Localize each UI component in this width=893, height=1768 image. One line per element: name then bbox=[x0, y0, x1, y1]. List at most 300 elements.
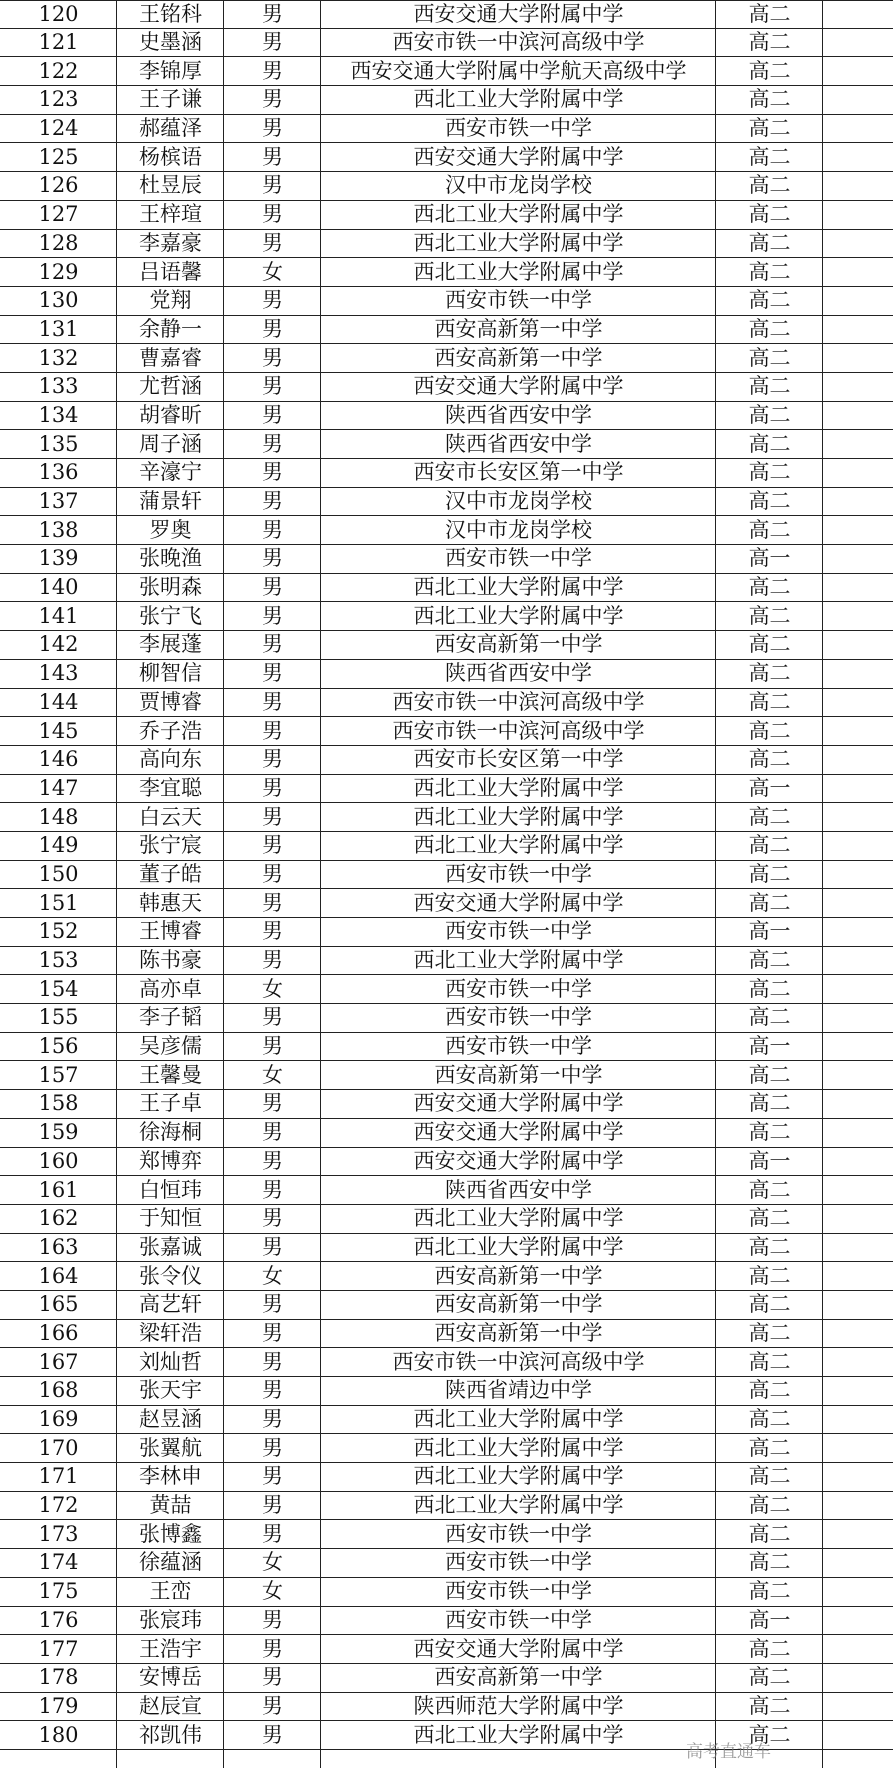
school-name: 汉中市龙岗学校 bbox=[445, 489, 592, 514]
student-gender: 男 bbox=[262, 1521, 283, 1546]
student-name: 史墨涵 bbox=[139, 30, 202, 55]
student-name: 李林申 bbox=[139, 1464, 202, 1489]
student-gender: 男 bbox=[262, 603, 283, 628]
trailing-cell bbox=[823, 1205, 893, 1233]
trailing-cell bbox=[823, 832, 893, 860]
row-number: 130 bbox=[38, 288, 79, 313]
grade-level: 高二 bbox=[748, 804, 791, 829]
student-name: 白恒玮 bbox=[139, 1177, 202, 1202]
student-gender: 男 bbox=[262, 173, 283, 198]
grade-level: 高二 bbox=[748, 30, 791, 55]
student-name: 白云天 bbox=[139, 804, 202, 829]
table-row bbox=[0, 86, 893, 115]
student-name: 高艺轩 bbox=[139, 1292, 202, 1317]
table-row bbox=[0, 775, 893, 804]
row-number: 162 bbox=[38, 1206, 79, 1231]
student-name: 徐蕴涵 bbox=[139, 1550, 202, 1575]
student-name: 梁轩浩 bbox=[139, 1320, 202, 1345]
school-name: 西安高新第一中学 bbox=[434, 316, 603, 341]
grade-level: 高二 bbox=[748, 345, 791, 370]
trailing-cell bbox=[823, 1578, 893, 1606]
grade-level: 高二 bbox=[748, 976, 791, 1001]
table-row bbox=[0, 402, 893, 431]
table-row bbox=[0, 316, 893, 345]
student-name: 徐海桐 bbox=[139, 1120, 202, 1145]
trailing-cell bbox=[823, 602, 893, 630]
table-row bbox=[0, 0, 893, 29]
table-row bbox=[0, 459, 893, 488]
student-gender: 男 bbox=[262, 58, 283, 83]
grade-level: 高二 bbox=[748, 1435, 791, 1460]
grade-level: 高二 bbox=[748, 575, 791, 600]
student-gender: 男 bbox=[262, 1177, 283, 1202]
trailing-cell bbox=[823, 1262, 893, 1290]
student-name: 蒲景轩 bbox=[139, 489, 202, 514]
grade-level: 高一 bbox=[748, 1148, 791, 1173]
student-name: 罗奥 bbox=[149, 517, 192, 542]
school-name: 陕西省靖边中学 bbox=[445, 1378, 592, 1403]
student-name: 张翼航 bbox=[139, 1435, 202, 1460]
row-number: 150 bbox=[38, 861, 79, 886]
trailing-cell bbox=[823, 631, 893, 659]
row-number: 145 bbox=[38, 718, 79, 743]
school-name: 西北工业大学附属中学 bbox=[413, 87, 624, 112]
grade-level: 高二 bbox=[748, 374, 791, 399]
row-number: 126 bbox=[38, 173, 79, 198]
student-name: 张天宇 bbox=[139, 1378, 202, 1403]
grade-level: 高二 bbox=[748, 1263, 791, 1288]
student-name: 周子涵 bbox=[139, 431, 202, 456]
row-number: 121 bbox=[38, 30, 79, 55]
student-name: 张博鑫 bbox=[139, 1521, 202, 1546]
table-row bbox=[0, 947, 893, 976]
table-row bbox=[0, 746, 893, 775]
table-row bbox=[0, 1033, 893, 1062]
grade-level: 高二 bbox=[748, 1378, 791, 1403]
student-name: 王馨曼 bbox=[139, 1062, 202, 1087]
student-name: 张嘉诚 bbox=[139, 1234, 202, 1259]
student-gender: 男 bbox=[262, 202, 283, 227]
school-name: 西北工业大学附属中学 bbox=[413, 603, 624, 628]
grade-level: 高二 bbox=[748, 1550, 791, 1575]
student-gender: 男 bbox=[262, 718, 283, 743]
student-name: 郑博弈 bbox=[139, 1148, 202, 1173]
table-row bbox=[0, 1090, 893, 1119]
row-number: 154 bbox=[38, 976, 79, 1001]
row-number: 151 bbox=[38, 890, 79, 915]
trailing-cell bbox=[823, 947, 893, 975]
school-name: 西北工业大学附属中学 bbox=[413, 775, 624, 800]
school-name: 西安交通大学附属中学 bbox=[413, 1120, 624, 1145]
trailing-cell bbox=[823, 459, 893, 487]
table-row bbox=[0, 717, 893, 746]
grade-level: 高二 bbox=[748, 948, 791, 973]
student-name: 韩惠天 bbox=[139, 890, 202, 915]
student-gender: 男 bbox=[262, 833, 283, 858]
school-name: 西北工业大学附属中学 bbox=[413, 948, 624, 973]
student-name: 郝蕴泽 bbox=[139, 116, 202, 141]
table-row bbox=[0, 1578, 893, 1607]
table-row bbox=[0, 1234, 893, 1263]
trailing-cell bbox=[823, 402, 893, 430]
row-number: 157 bbox=[38, 1062, 79, 1087]
student-gender: 男 bbox=[262, 288, 283, 313]
school-name: 西安交通大学附属中学 bbox=[413, 144, 624, 169]
student-gender: 男 bbox=[262, 1, 283, 26]
student-name: 王峦 bbox=[149, 1579, 192, 1604]
table-row bbox=[0, 115, 893, 144]
table-row bbox=[0, 1291, 893, 1320]
student-name: 赵辰宣 bbox=[139, 1693, 202, 1718]
student-name: 吕语馨 bbox=[139, 259, 202, 284]
row-number: 132 bbox=[38, 345, 79, 370]
grade-level: 高二 bbox=[748, 1005, 791, 1030]
school-name: 陕西省西安中学 bbox=[445, 431, 592, 456]
trailing-cell bbox=[823, 1635, 893, 1663]
row-number: 161 bbox=[38, 1177, 79, 1202]
student-name: 王浩宇 bbox=[139, 1636, 202, 1661]
trailing-cell bbox=[823, 1033, 893, 1061]
student-gender: 男 bbox=[262, 1148, 283, 1173]
student-gender: 男 bbox=[262, 1091, 283, 1116]
student-name: 余静一 bbox=[139, 316, 202, 341]
school-name: 西安交通大学附属中学航天高级中学 bbox=[350, 58, 687, 83]
student-name: 尤哲涵 bbox=[139, 374, 202, 399]
student-gender: 男 bbox=[262, 431, 283, 456]
trailing-cell bbox=[823, 373, 893, 401]
table-row bbox=[0, 918, 893, 947]
table-row bbox=[0, 1348, 893, 1377]
row-number: 133 bbox=[38, 374, 79, 399]
student-gender: 男 bbox=[262, 517, 283, 542]
row-number: 168 bbox=[38, 1378, 79, 1403]
trailing-cell bbox=[823, 1320, 893, 1348]
student-name: 曹嘉睿 bbox=[139, 345, 202, 370]
student-name: 张宸玮 bbox=[139, 1607, 202, 1632]
student-name: 张晚渔 bbox=[139, 546, 202, 571]
table-row bbox=[0, 488, 893, 517]
student-gender: 女 bbox=[262, 259, 283, 284]
grade-level: 高二 bbox=[748, 402, 791, 427]
student-name: 王博睿 bbox=[139, 919, 202, 944]
grade-level: 高一 bbox=[748, 546, 791, 571]
student-name: 柳智信 bbox=[139, 661, 202, 686]
trailing-cell bbox=[823, 861, 893, 889]
row-number: 164 bbox=[38, 1263, 79, 1288]
student-gender: 男 bbox=[262, 489, 283, 514]
row-number: 127 bbox=[38, 202, 79, 227]
trailing-cell bbox=[823, 1291, 893, 1319]
watermark: 高考直通车 bbox=[686, 1742, 771, 1762]
student-name: 张宁飞 bbox=[139, 603, 202, 628]
row-number: 140 bbox=[38, 575, 79, 600]
table-row bbox=[0, 373, 893, 402]
row-number: 143 bbox=[38, 661, 79, 686]
student-name: 安博岳 bbox=[139, 1665, 202, 1690]
table-row bbox=[0, 143, 893, 172]
grade-level: 高二 bbox=[748, 1722, 791, 1747]
table-row bbox=[0, 1004, 893, 1033]
table-row bbox=[0, 516, 893, 545]
student-gender: 男 bbox=[262, 1349, 283, 1374]
grade-level: 高二 bbox=[748, 1320, 791, 1345]
student-gender: 男 bbox=[262, 374, 283, 399]
student-name: 李宜聪 bbox=[139, 775, 202, 800]
school-name: 西安高新第一中学 bbox=[434, 632, 603, 657]
trailing-cell bbox=[823, 660, 893, 688]
school-name: 西安市铁一中滨河高级中学 bbox=[392, 689, 645, 714]
school-name: 西安高新第一中学 bbox=[434, 1263, 603, 1288]
table-row bbox=[0, 689, 893, 718]
row-number: 128 bbox=[38, 230, 79, 255]
school-name: 西安市铁一中学 bbox=[445, 861, 592, 886]
trailing-cell bbox=[823, 1176, 893, 1204]
grade-level: 高二 bbox=[748, 1407, 791, 1432]
school-name: 陕西省西安中学 bbox=[445, 402, 592, 427]
row-number: 159 bbox=[38, 1120, 79, 1145]
grade-level: 高二 bbox=[748, 603, 791, 628]
row-number: 136 bbox=[38, 460, 79, 485]
student-gender: 男 bbox=[262, 546, 283, 571]
grade-level: 高一 bbox=[748, 1034, 791, 1059]
grade-level: 高二 bbox=[748, 1234, 791, 1259]
table-row bbox=[0, 29, 893, 58]
student-gender: 男 bbox=[262, 87, 283, 112]
table-row bbox=[0, 1176, 893, 1205]
table-row bbox=[0, 1635, 893, 1664]
grade-level: 高二 bbox=[748, 747, 791, 772]
student-gender: 男 bbox=[262, 747, 283, 772]
table-row bbox=[0, 832, 893, 861]
student-name: 赵昱涵 bbox=[139, 1407, 202, 1432]
grade-level: 高二 bbox=[748, 833, 791, 858]
student-name: 王铭科 bbox=[139, 1, 202, 26]
school-name: 西安市长安区第一中学 bbox=[413, 747, 624, 772]
table-row bbox=[0, 660, 893, 689]
student-name: 杜昱辰 bbox=[139, 173, 202, 198]
trailing-cell bbox=[823, 344, 893, 372]
school-name: 西安市铁一中滨河高级中学 bbox=[392, 1349, 645, 1374]
student-gender: 男 bbox=[262, 804, 283, 829]
trailing-cell bbox=[823, 430, 893, 458]
row-number: 122 bbox=[38, 58, 79, 83]
trailing-cell bbox=[823, 1693, 893, 1721]
row-number: 144 bbox=[38, 689, 79, 714]
row-number: 172 bbox=[38, 1493, 79, 1518]
student-gender: 男 bbox=[262, 632, 283, 657]
school-name: 陕西师范大学附属中学 bbox=[413, 1693, 624, 1718]
grade-level: 高二 bbox=[748, 890, 791, 915]
row-number: 171 bbox=[38, 1464, 79, 1489]
table-row bbox=[0, 201, 893, 230]
grade-level: 高二 bbox=[748, 1579, 791, 1604]
trailing-cell bbox=[823, 889, 893, 917]
trailing-cell bbox=[823, 1234, 893, 1262]
student-gender: 男 bbox=[262, 1005, 283, 1030]
table-row bbox=[0, 545, 893, 574]
row-number: 138 bbox=[38, 517, 79, 542]
row-number: 125 bbox=[38, 144, 79, 169]
school-name: 西安市铁一中学 bbox=[445, 1521, 592, 1546]
trailing-cell bbox=[823, 1664, 893, 1692]
student-name: 李展蓬 bbox=[139, 632, 202, 657]
student-gender: 女 bbox=[262, 976, 283, 1001]
trailing-cell bbox=[823, 545, 893, 573]
trailing-cell bbox=[823, 1463, 893, 1491]
student-gender: 男 bbox=[262, 1407, 283, 1432]
student-gender: 男 bbox=[262, 1722, 283, 1747]
student-name: 张明森 bbox=[139, 575, 202, 600]
student-name: 贾博睿 bbox=[139, 689, 202, 714]
student-gender: 男 bbox=[262, 116, 283, 141]
table-row bbox=[0, 574, 893, 603]
student-gender: 男 bbox=[262, 144, 283, 169]
trailing-cell bbox=[823, 689, 893, 717]
student-gender: 男 bbox=[262, 919, 283, 944]
school-name: 西北工业大学附属中学 bbox=[413, 230, 624, 255]
student-name: 胡睿昕 bbox=[139, 402, 202, 427]
student-name: 吴彦儒 bbox=[139, 1034, 202, 1059]
grade-level: 高二 bbox=[748, 1091, 791, 1116]
school-name: 西安交通大学附属中学 bbox=[413, 890, 624, 915]
student-name: 董子皓 bbox=[139, 861, 202, 886]
row-number: 120 bbox=[38, 1, 79, 26]
row-number: 123 bbox=[38, 87, 79, 112]
student-name: 张令仪 bbox=[139, 1263, 202, 1288]
student-gender: 男 bbox=[262, 1464, 283, 1489]
grade-level: 高二 bbox=[748, 316, 791, 341]
school-name: 西安高新第一中学 bbox=[434, 1665, 603, 1690]
row-number: 179 bbox=[38, 1693, 79, 1718]
school-name: 西安市铁一中学 bbox=[445, 919, 592, 944]
trailing-cell bbox=[823, 143, 893, 171]
school-name: 西安交通大学附属中学 bbox=[413, 374, 624, 399]
trailing-cell bbox=[823, 86, 893, 114]
student-gender: 女 bbox=[262, 1062, 283, 1087]
school-name: 西北工业大学附属中学 bbox=[413, 1435, 624, 1460]
grade-level: 高二 bbox=[748, 431, 791, 456]
student-gender: 男 bbox=[262, 890, 283, 915]
table-row bbox=[0, 975, 893, 1004]
grade-level: 高二 bbox=[748, 202, 791, 227]
table-row bbox=[0, 1492, 893, 1521]
trailing-cell bbox=[823, 1148, 893, 1176]
grade-level: 高二 bbox=[748, 861, 791, 886]
student-gender: 男 bbox=[262, 1034, 283, 1059]
grade-level: 高二 bbox=[748, 173, 791, 198]
row-number: 137 bbox=[38, 489, 79, 514]
table-row bbox=[0, 1262, 893, 1291]
school-name: 西安市铁一中学 bbox=[445, 116, 592, 141]
school-name: 陕西省西安中学 bbox=[445, 661, 592, 686]
trailing-cell bbox=[823, 316, 893, 344]
student-gender: 男 bbox=[262, 1493, 283, 1518]
student-gender: 男 bbox=[262, 30, 283, 55]
student-gender: 男 bbox=[262, 316, 283, 341]
row-number: 163 bbox=[38, 1234, 79, 1259]
trailing-cell bbox=[823, 115, 893, 143]
table-row bbox=[0, 344, 893, 373]
row-number: 155 bbox=[38, 1005, 79, 1030]
trailing-cell bbox=[823, 1061, 893, 1089]
row-number: 134 bbox=[38, 402, 79, 427]
trailing-cell bbox=[823, 230, 893, 258]
row-number: 148 bbox=[38, 804, 79, 829]
row-number: 139 bbox=[38, 546, 79, 571]
student-name: 王子卓 bbox=[139, 1091, 202, 1116]
student-name: 高亦卓 bbox=[139, 976, 202, 1001]
grade-level: 高二 bbox=[748, 1292, 791, 1317]
row-number: 149 bbox=[38, 833, 79, 858]
trailing-cell bbox=[823, 516, 893, 544]
table-row bbox=[0, 1406, 893, 1435]
grade-level: 高二 bbox=[748, 517, 791, 542]
student-gender: 男 bbox=[262, 1665, 283, 1690]
row-number: 177 bbox=[38, 1636, 79, 1661]
row-number: 176 bbox=[38, 1607, 79, 1632]
grade-level: 高二 bbox=[748, 1177, 791, 1202]
row-number: 135 bbox=[38, 431, 79, 456]
grade-level: 高一 bbox=[748, 1607, 791, 1632]
student-gender: 男 bbox=[262, 1693, 283, 1718]
grade-level: 高二 bbox=[748, 288, 791, 313]
grade-level: 高二 bbox=[748, 144, 791, 169]
row-number: 160 bbox=[38, 1148, 79, 1173]
trailing-cell bbox=[823, 287, 893, 315]
trailing-cell bbox=[823, 803, 893, 831]
table-row bbox=[0, 631, 893, 660]
table-row bbox=[0, 57, 893, 86]
row-number: 124 bbox=[38, 116, 79, 141]
trailing-cell bbox=[823, 1520, 893, 1548]
row-number: 175 bbox=[38, 1579, 79, 1604]
trailing-cell bbox=[823, 717, 893, 745]
trailing-cell bbox=[823, 29, 893, 57]
trailing-cell bbox=[823, 1492, 893, 1520]
trailing-cell bbox=[823, 975, 893, 1003]
table-row bbox=[0, 430, 893, 459]
trailing-cell bbox=[823, 1434, 893, 1462]
grade-level: 高二 bbox=[748, 489, 791, 514]
table-row bbox=[0, 1061, 893, 1090]
student-gender: 男 bbox=[262, 1636, 283, 1661]
trailing-cell bbox=[823, 172, 893, 200]
table-row bbox=[0, 172, 893, 201]
grade-level: 高二 bbox=[748, 1062, 791, 1087]
student-name: 李锦厚 bbox=[139, 58, 202, 83]
table-row bbox=[0, 1119, 893, 1148]
student-name: 王子谦 bbox=[139, 87, 202, 112]
school-name: 西安市铁一中学 bbox=[445, 288, 592, 313]
school-name: 西北工业大学附属中学 bbox=[413, 1234, 624, 1259]
school-name: 西安市铁一中学 bbox=[445, 1550, 592, 1575]
student-name: 祁凯伟 bbox=[139, 1722, 202, 1747]
row-number: 142 bbox=[38, 632, 79, 657]
trailing-cell bbox=[823, 1377, 893, 1405]
row-number: 169 bbox=[38, 1407, 79, 1432]
grade-level: 高二 bbox=[748, 116, 791, 141]
grade-level: 高二 bbox=[748, 689, 791, 714]
trailing-cell bbox=[823, 488, 893, 516]
row-number: 153 bbox=[38, 948, 79, 973]
grade-level: 高二 bbox=[748, 259, 791, 284]
row-number: 167 bbox=[38, 1349, 79, 1374]
row-number: 158 bbox=[38, 1091, 79, 1116]
trailing-cell bbox=[823, 918, 893, 946]
student-gender: 男 bbox=[262, 1435, 283, 1460]
trailing-cell bbox=[823, 1406, 893, 1434]
table-row bbox=[0, 889, 893, 918]
